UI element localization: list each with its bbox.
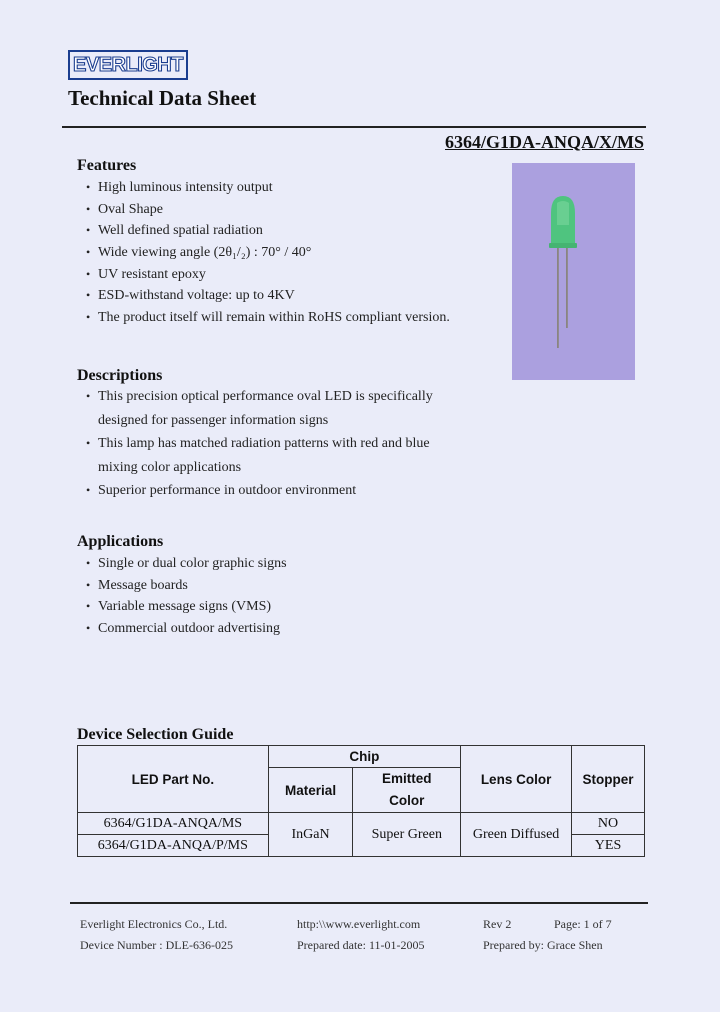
col-part-header: LED Part No. bbox=[78, 746, 269, 813]
descriptions-list bbox=[77, 385, 457, 503]
descriptions-heading: Descriptions bbox=[77, 367, 163, 384]
footer-prepared-date: Prepared date: 11-01-2005 bbox=[297, 938, 425, 952]
footer-divider bbox=[70, 902, 648, 904]
list-item: • Commercial outdoor advertising bbox=[77, 618, 497, 640]
features-heading: Features bbox=[77, 157, 137, 174]
product-photo bbox=[512, 163, 635, 380]
table-cell-stopper: NO bbox=[572, 813, 645, 835]
table-cell-part: 6364/G1DA-ANQA/MS bbox=[78, 813, 269, 835]
list-item: • Oval Shape bbox=[77, 199, 497, 221]
col-lens-header: Lens Color bbox=[461, 746, 572, 813]
footer-page: Page: 1 of 7 bbox=[554, 917, 612, 931]
list-item: • UV resistant epoxy bbox=[77, 264, 497, 286]
list-item: • The product itself will remain within RoHS compliant version. bbox=[77, 307, 497, 329]
list-item: • High luminous intensity output bbox=[77, 177, 497, 199]
features-list bbox=[77, 177, 497, 329]
footer-rev: Rev 2 bbox=[483, 917, 512, 931]
table-cell-material: InGaN bbox=[268, 813, 353, 857]
footer-url[interactable]: http:\\www.everlight.com bbox=[297, 917, 421, 931]
company-logo bbox=[68, 50, 188, 80]
col-stopper-header: Stopper bbox=[572, 746, 645, 813]
table-cell-part: 6364/G1DA-ANQA/P/MS bbox=[78, 835, 269, 857]
footer-prepared-by: Prepared by: Grace Shen bbox=[483, 938, 603, 952]
list-item: • Single or dual color graphic signs bbox=[77, 553, 497, 575]
footer-company: Everlight Electronics Co., Ltd. bbox=[80, 917, 228, 931]
logo-text: EVERLIGHT bbox=[73, 53, 183, 76]
led-image bbox=[512, 163, 635, 380]
list-item: • Superior performance in outdoor environment bbox=[77, 479, 457, 503]
list-item: • Well defined spatial radiation bbox=[77, 220, 497, 242]
footer-device-number: Device Number : DLE-636-025 bbox=[80, 938, 233, 952]
col-emitted-header: Emitted Color bbox=[353, 768, 461, 813]
table-cell-stopper: YES bbox=[572, 835, 645, 857]
part-number: 6364/G1DA-ANQA/X/MS bbox=[445, 132, 644, 152]
col-chip-header: Chip bbox=[268, 746, 460, 768]
device-selection-table bbox=[77, 745, 645, 857]
list-item: • This lamp has matched radiation patterns with red and blue mixing color applications bbox=[77, 432, 457, 479]
table-cell-lens: Green Diffused bbox=[461, 813, 572, 857]
header-divider bbox=[62, 126, 646, 128]
list-item: • This precision optical performance oval LED is specifically designed for passenger information signs bbox=[77, 385, 457, 432]
guide-heading: Device Selection Guide bbox=[77, 726, 234, 743]
applications-heading: Applications bbox=[77, 533, 164, 550]
list-item: • Message boards bbox=[77, 575, 497, 597]
list-item: • Variable message signs (VMS) bbox=[77, 596, 497, 618]
table-cell-emitted: Super Green bbox=[353, 813, 461, 857]
col-material-header: Material bbox=[268, 768, 353, 813]
page-title: Technical Data Sheet bbox=[68, 86, 257, 110]
list-item: • ESD-withstand voltage: up to 4KV bbox=[77, 285, 497, 307]
list-item: • Wide viewing angle (2θ₁/₂) : 70° / 40° bbox=[77, 242, 497, 264]
applications-list bbox=[77, 553, 497, 639]
